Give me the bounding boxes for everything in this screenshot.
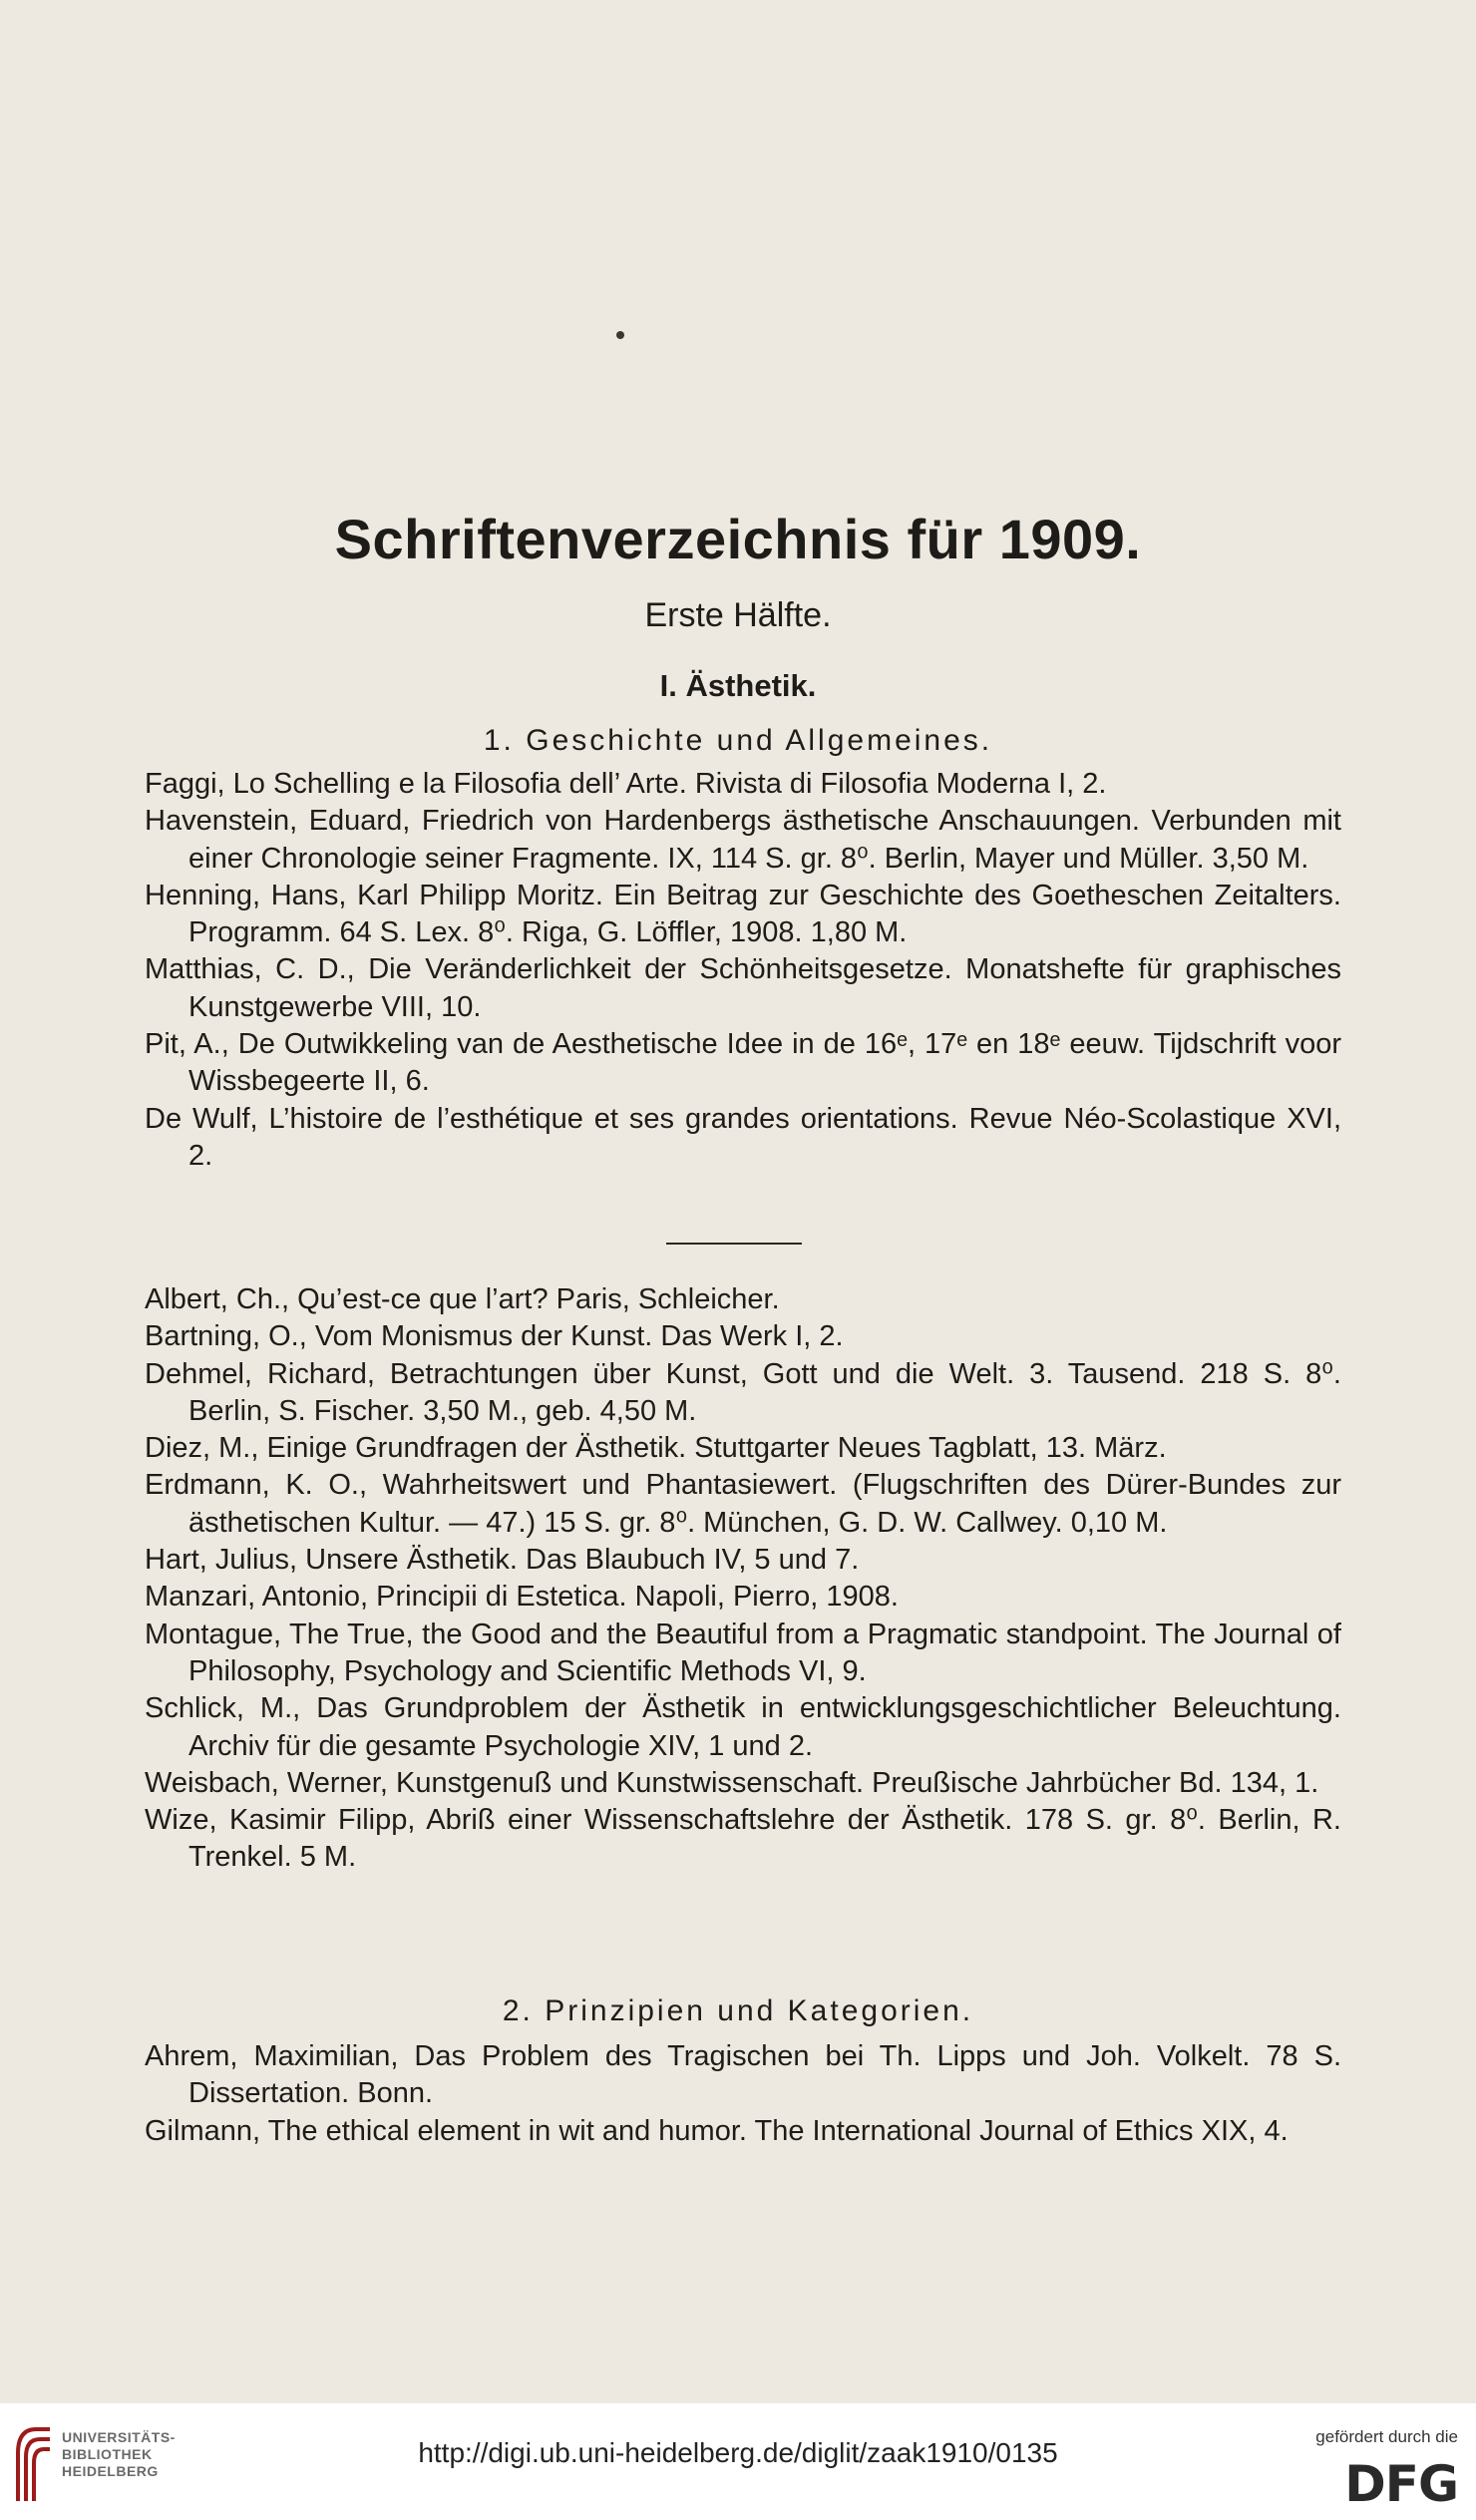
bibliography-entry: Dehmel, Richard, Betrachtungen über Kunst, Gott und die Welt. 3. Tausend. 218 S. 8⁰. Berlin, S. Fischer. 3,50 M., geb. 4,50 M.: [145, 1357, 1341, 1427]
bibliography-entry: Diez, M., Einige Grundfragen der Ästhetik. Stuttgarter Neues Tagblatt, 13. März.: [145, 1432, 1167, 1465]
bibliography-entry: Weisbach, Werner, Kunstgenuß und Kunstwissenschaft. Preußische Jahrbücher Bd. 134, 1.: [145, 1766, 1319, 1799]
bibliography-entry: Havenstein, Eduard, Friedrich von Hardenbergs ästhetische Anschauungen. Verbunden mit einer Chronologie seiner Fragmente. IX, 114 S. gr. 8⁰. Berlin, Mayer und Müller. 3,50 M.: [145, 805, 1341, 875]
entries-group-1: [145, 766, 1341, 1175]
bibliography-entry: De Wulf, L’histoire de l’esthétique et ses grandes orientations. Revue Néo-Scolastique XVI, 2.: [145, 1102, 1341, 1172]
bibliography-entry: Hart, Julius, Unsere Ästhetik. Das Blaubuch IV, 5 und 7.: [145, 1544, 860, 1577]
bibliography-entry: Henning, Hans, Karl Philipp Moritz. Ein Beitrag zur Geschichte des Goetheschen Zeitalters. Programm. 64 S. Lex. 8⁰. Riga, G. Löffler, 1908. 1,80 M.: [145, 879, 1341, 949]
bibliography-entry: Bartning, O., Vom Monismus der Kunst. Das Werk I, 2.: [145, 1320, 844, 1353]
bibliography-entry: Manzari, Antonio, Principii di Estetica. Napoli, Pierro, 1908.: [145, 1581, 899, 1614]
bibliography-entry: Ahrem, Maximilian, Das Problem des Tragischen bei Th. Lipps und Joh. Volkelt. 78 S. Dissertation. Bonn.: [145, 2040, 1341, 2110]
dfg-logo-icon: DFG: [1344, 2455, 1458, 2513]
bibliography-entry: Faggi, Lo Schelling e la Filosofia dell’ Arte. Rivista di Filosofia Moderna I, 2.: [145, 768, 1107, 800]
bibliography-entry: Pit, A., De Outwikkeling van de Aesthetische Idee in de 16ᵉ, 17ᵉ en 18ᵉ eeuw. Tijdschrift voor Wissbegeerte II, 6.: [145, 1028, 1341, 1098]
funding-label: gefördert durch die: [1315, 2427, 1458, 2446]
bibliography-entry: Schlick, M., Das Grundproblem der Ästhetik in entwicklungsgeschichtlicher Beleuchtung. Archiv für die gesamte Psychologie XIV, 1 und 2.: [145, 1692, 1341, 1762]
print-speck: [616, 331, 624, 339]
entries-group-3: [145, 2038, 1341, 2150]
document-subtitle: Erste Hälfte.: [644, 596, 832, 634]
entries-group-2: [145, 1281, 1341, 1877]
bibliography-entry: Erdmann, K. O., Wahrheitswert und Phantasiewert. (Flugschriften des Dürer-Bundes zur ästhetischen Kultur. — 47.) 15 S. gr. 8⁰. München, G. D. W. Callwey. 0,10 M.: [145, 1469, 1341, 1539]
document-title: Schriftenverzeichnis für 1909.: [334, 508, 1142, 570]
bibliography-entry: Matthias, C. D., Die Veränderlichkeit der Schönheitsgesetze. Monatshefte für graphisches Kunstgewerbe VIII, 10.: [145, 953, 1341, 1023]
bibliography-entry: Albert, Ch., Qu’est-ce que l’art? Paris, Schleicher.: [145, 1283, 780, 1315]
section-heading: I. Ästhetik.: [659, 668, 817, 703]
viewer-footer: [0, 2403, 1476, 2520]
separator-line: [666, 1243, 802, 1245]
subsection-heading-1: 1. Geschichte und Allgemeines.: [483, 724, 993, 757]
source-url-link[interactable]: http://digi.ub.uni-heidelberg.de/diglit/zaak1910/0135: [418, 2437, 1058, 2468]
bibliography-entry: Wize, Kasimir Filipp, Abriß einer Wissenschaftslehre der Ästhetik. 178 S. gr. 8⁰. Berlin, R. Trenkel. 5 M.: [145, 1804, 1341, 1874]
bibliography-entry: Montague, The True, the Good and the Beautiful from a Pragmatic standpoint. The Journal of Philosophy, Psychology and Scientific Methods VI, 9.: [145, 1618, 1341, 1687]
bibliography-entry: Gilmann, The ethical element in wit and humor. The International Journal of Ethics XIX, 4.: [145, 2114, 1289, 2147]
library-name: UNIVERSITÄTS- BIBLIOTHEK HEIDELBERG: [62, 2429, 176, 2479]
subsection-heading-2: 2. Prinzipien und Kategorien.: [502, 1994, 974, 2027]
